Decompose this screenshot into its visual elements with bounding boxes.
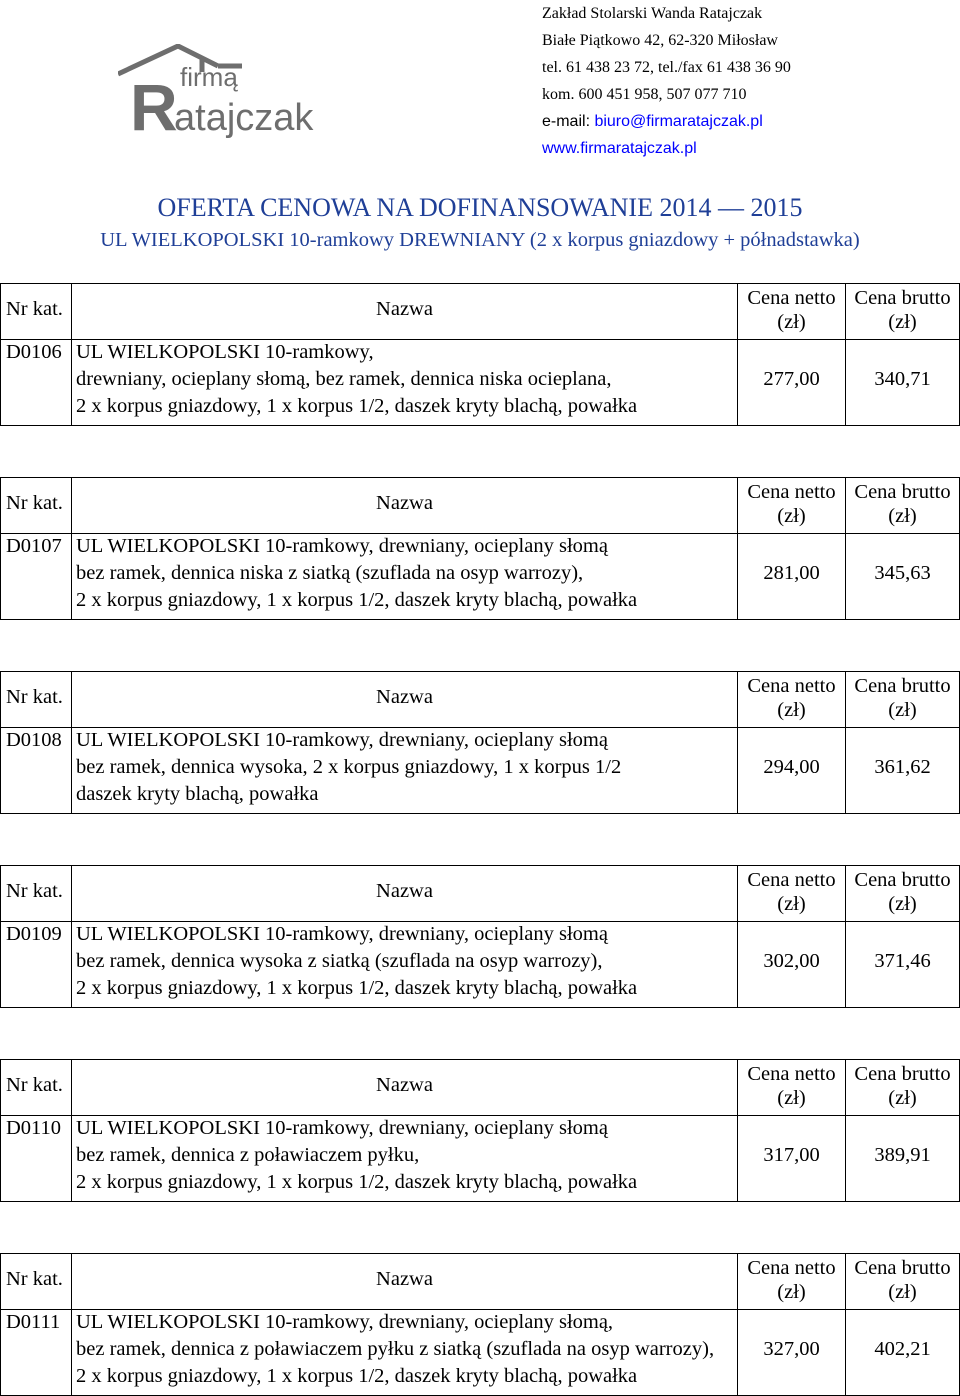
header-netto-unit: (zł) [777,699,806,721]
header-netto: Cena netto [747,675,836,697]
product-table [0,477,960,620]
price-brutto: 340,71 [874,368,931,390]
price-netto: 327,00 [763,1338,820,1360]
product-table [0,283,960,426]
product-description-line: UL WIELKOPOLSKI 10-ramkowy, drewniany, ocieplany słomą, [76,1311,614,1333]
header-nazwa: Nazwa [376,1074,433,1096]
company-phone: tel. 61 438 23 72, tel./fax 61 438 36 90 [542,59,791,76]
product-code: D0110 [6,1117,62,1139]
product-code: D0109 [6,923,62,945]
header-netto-unit: (zł) [777,1281,806,1303]
header-brutto-unit: (zł) [888,1281,917,1303]
product-description-line: bez ramek, dennica wysoka, 2 x korpus gniazdowy, 1 x korpus 1/2 [76,756,622,778]
svg-text:atajczak: atajczak [174,97,314,139]
product-table [0,671,960,814]
header-netto-unit: (zł) [777,311,806,333]
header-nazwa: Nazwa [376,298,433,320]
offer-title: OFERTA CENOWA NA DOFINANSOWANIE 2014 — 2015 [157,193,803,222]
header-netto: Cena netto [747,1063,836,1085]
product-description-line: 2 x korpus gniazdowy, 1 x korpus 1/2, daszek kryty blachą, powałka [76,1365,638,1387]
product-description-line: bez ramek, dennica z poławiaczem pyłku z siatką (szuflada na osyp warrozy), [76,1338,715,1360]
company-name: Zakład Stolarski Wanda Ratajczak [542,5,763,22]
product-description-line: UL WIELKOPOLSKI 10-ramkowy, drewniany, ocieplany słomą [76,729,608,751]
header-netto-unit: (zł) [777,505,806,527]
company-address: Białe Piątkowo 42, 62-320 Miłosław [542,32,778,49]
price-netto: 317,00 [763,1144,820,1166]
product-description-line: bez ramek, dennica z poławiaczem pyłku, [76,1144,420,1166]
header-nazwa: Nazwa [376,686,433,708]
header-brutto: Cena brutto [854,1257,951,1279]
header-nr: Nr kat. [6,1268,63,1290]
product-description-line: bez ramek, dennica wysoka z siatką (szuflada na osyp warrozy), [76,950,603,972]
product-description-line: 2 x korpus gniazdowy, 1 x korpus 1/2, daszek kryty blachą, powałka [76,1171,638,1193]
product-description-line: drewniany, ocieplany słomą, bez ramek, dennica niska ocieplana, [76,368,612,390]
product-description-line: UL WIELKOPOLSKI 10-ramkowy, [76,341,374,363]
header-brutto: Cena brutto [854,1063,951,1085]
product-code: D0106 [6,341,62,363]
header-netto-unit: (zł) [777,893,806,915]
product-code: D0107 [6,535,62,557]
price-netto: 281,00 [763,562,820,584]
product-description-line: UL WIELKOPOLSKI 10-ramkowy, drewniany, ocieplany słomą [76,1117,608,1139]
svg-text:R: R [130,70,178,144]
header-brutto-unit: (zł) [888,1087,917,1109]
header-brutto: Cena brutto [854,287,951,309]
product-table [0,865,960,1008]
product-description-line: 2 x korpus gniazdowy, 1 x korpus 1/2, daszek kryty blachą, powałka [76,589,638,611]
price-brutto: 361,62 [874,756,931,778]
header-nazwa: Nazwa [376,492,433,514]
price-brutto: 389,91 [874,1144,931,1166]
header-brutto-unit: (zł) [888,699,917,721]
price-brutto: 345,63 [874,562,931,584]
company-mobile: kom. 600 451 958, 507 077 710 [542,86,747,103]
header-nr: Nr kat. [6,1074,63,1096]
website-link[interactable]: www.firmaratajczak.pl [542,140,697,157]
header-netto: Cena netto [747,869,836,891]
header-brutto: Cena brutto [854,869,951,891]
svg-text:firmą: firmą [180,62,238,92]
product-description-line: 2 x korpus gniazdowy, 1 x korpus 1/2, daszek kryty blachą, powałka [76,395,638,417]
header-nazwa: Nazwa [376,1268,433,1290]
email-label: e-mail: [542,113,595,130]
product-description-line: UL WIELKOPOLSKI 10-ramkowy, drewniany, ocieplany słomą [76,923,608,945]
header-brutto-unit: (zł) [888,505,917,527]
header-netto: Cena netto [747,287,836,309]
header-nr: Nr kat. [6,880,63,902]
product-code: D0111 [6,1311,61,1333]
price-brutto: 402,21 [874,1338,931,1360]
header-nr: Nr kat. [6,686,63,708]
product-description-line: 2 x korpus gniazdowy, 1 x korpus 1/2, daszek kryty blachą, powałka [76,977,638,999]
header-netto: Cena netto [747,1257,836,1279]
company-website-line [542,135,952,162]
header-brutto: Cena brutto [854,481,951,503]
header-brutto-unit: (zł) [888,893,917,915]
company-email-line [542,108,952,135]
price-netto: 302,00 [763,950,820,972]
product-description-line: daszek kryty blachą, powałka [76,783,319,805]
price-netto: 277,00 [763,368,820,390]
product-description-line: bez ramek, dennica niska z siatką (szuflada na osyp warrozy), [76,562,584,584]
header-nr: Nr kat. [6,298,63,320]
product-table [0,1253,960,1396]
price-netto: 294,00 [763,756,820,778]
offer-subtitle: UL WIELKOPOLSKI 10-ramkowy DREWNIANY (2 x korpus gniazdowy + półnadstawka) [100,229,860,251]
header-netto-unit: (zł) [777,1087,806,1109]
email-link[interactable]: biuro@firmaratajczak.pl [594,113,763,130]
product-code: D0108 [6,729,62,751]
contact-block [542,0,952,162]
header-brutto-unit: (zł) [888,311,917,333]
header-brutto: Cena brutto [854,675,951,697]
header-nr: Nr kat. [6,492,63,514]
price-brutto: 371,46 [874,950,931,972]
header-nazwa: Nazwa [376,880,433,902]
company-logo [118,44,358,144]
header-netto: Cena netto [747,481,836,503]
product-description-line: UL WIELKOPOLSKI 10-ramkowy, drewniany, ocieplany słomą [76,535,608,557]
product-table [0,1059,960,1202]
